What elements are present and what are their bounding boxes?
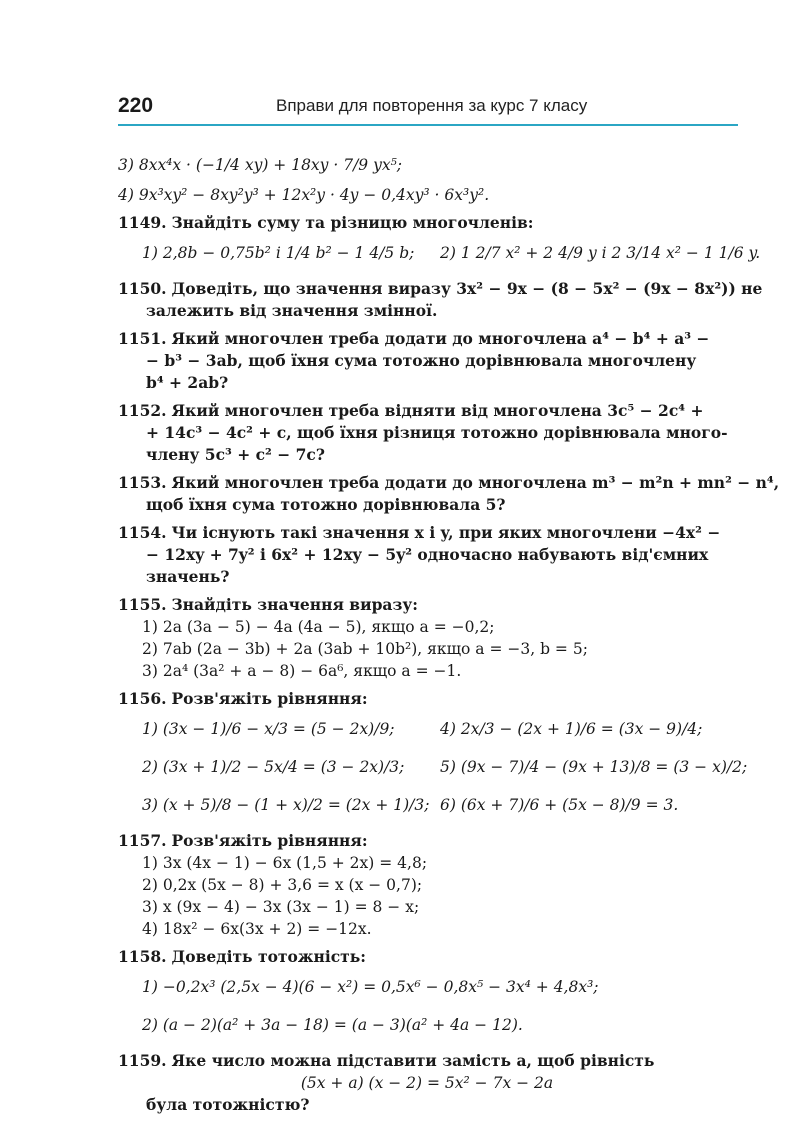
header-rule (118, 124, 738, 126)
equation-item: 3) (x + 5)/8 − (1 + x)/2 = (2x + 1)/3; (142, 796, 430, 814)
exercise-text: Розв'яжіть рівняння: (171, 831, 368, 850)
exercise-text-cont: − b³ − 3ab, щоб їхня сума тотожно дорівнювала многочлену (146, 351, 697, 370)
running-title: Вправи для повторення за курс 7 класу (276, 96, 588, 115)
exercise-text: Знайдіть суму та різницю многочленів: (171, 213, 534, 232)
exercise-number: 1151. (118, 329, 167, 348)
exercise-number: 1153. (118, 473, 167, 492)
exercise-text: Доведіть, що значення виразу 3x² − 9x − (8 − 5x² − (9x − 8x²)) не (171, 279, 763, 298)
identity-item: 1) −0,2x³ (2,5x − 4)(6 − x²) = 0,5x⁶ − 0,8x⁵ − 3x⁴ + 4,8x³; (142, 978, 599, 996)
exercise-1148-item-4: 4) 9x³xy² − 8xy²y³ + 12x²y · 4y − 0,4xy³ · 6x³y². (118, 186, 490, 204)
exercise-number: 1157. (118, 831, 167, 850)
exercise-number: 1149. (118, 213, 167, 232)
exercise-text: Який многочлен треба додати до многочлена m³ − m²n + mn² − n⁴, (171, 473, 780, 492)
equation-item: 2) (3x + 1)/2 − 5x/4 = (3 − 2x)/3; (142, 758, 405, 776)
exercise-text: Розв'яжіть рівняння: (171, 689, 368, 708)
exercise-number: 1159. (118, 1051, 167, 1070)
exercise-number: 1155. (118, 595, 167, 614)
exercise-text: Який многочлен треба відняти від многочлена 3c⁵ − 2c⁴ + (171, 401, 704, 420)
exercise-1156-row-1 (118, 710, 736, 748)
exercise-1149-items (118, 234, 761, 272)
exercise-text-cont: значень? (146, 567, 230, 586)
equation-item: 1) (3x − 1)/6 − x/3 = (5 − 2x)/9; (142, 720, 395, 738)
exercise-1148-item-3: 3) 8xx⁴x · (−1/4 xy) + 18xy · 7/9 yx⁵; (118, 156, 403, 174)
exercise-1153 (118, 472, 780, 494)
exercise-1159 (118, 1050, 736, 1072)
exercise-1152 (118, 400, 736, 422)
page-number: 220 (118, 94, 154, 117)
exercise-number: 1156. (118, 689, 167, 708)
identity-equation: (5x + a) (x − 2) = 5x² − 7x − 2a (300, 1074, 554, 1092)
equation-item: 5) (9x − 7)/4 − (9x + 13)/8 = (3 − x)/2; (440, 758, 748, 776)
exercise-1154 (118, 522, 736, 544)
exercise-text-cont: була тотожністю? (146, 1095, 310, 1114)
equation-item: 6) (6x + 7)/6 + (5x − 8)/9 = 3. (440, 796, 679, 814)
exercise-text-cont: залежить від значення змінної. (146, 301, 438, 320)
equation-item: 4) 18x² − 6x(3x + 2) = −12x. (142, 920, 372, 938)
exercise-1151 (118, 328, 736, 350)
exercise-number: 1152. (118, 401, 167, 420)
exercise-text-cont: b⁴ + 2ab? (146, 373, 229, 392)
equation-item: 1) 3x (4x − 1) − 6x (1,5 + 2x) = 4,8; (142, 854, 428, 872)
exercise-number: 1154. (118, 523, 167, 542)
exercise-1150 (118, 278, 763, 300)
exercise-list (118, 146, 780, 1116)
exercise-item: 2) 1 2/7 x² + 2 4/9 y і 2 3/14 x² − 1 1/6 y. (440, 244, 761, 262)
exercise-text: Знайдіть значення виразу: (171, 595, 418, 614)
exercise-text-cont: щоб їхня сума тотожно дорівнювала 5? (146, 495, 506, 514)
exercise-item: 2) 7ab (2a − 3b) + 2a (3ab + 10b²), якщо a = −3, b = 5; (142, 640, 588, 658)
exercise-text: Яке число можна підставити замість a, щоб рівність (171, 1051, 655, 1070)
page-header (118, 94, 736, 124)
exercise-text: Чи існують такі значення x і y, при яких многочлени −4x² − (171, 523, 721, 542)
exercise-1149-heading (118, 212, 736, 234)
exercise-text: Який многочлен треба додати до многочлена a⁴ − b⁴ + a³ − (171, 329, 710, 348)
exercise-item: 3) 2a⁴ (3a² + a − 8) − 6a⁶, якщо a = −1. (142, 662, 462, 680)
exercise-item: 1) 2a (3a − 5) − 4a (4a − 5), якщо a = −0,2; (142, 618, 495, 636)
identity-item: 2) (a − 2)(a² + 3a − 18) = (a − 3)(a² + 4a − 12). (142, 1016, 523, 1034)
equation-item: 2) 0,2x (5x − 8) + 3,6 = x (x − 0,7); (142, 876, 423, 894)
exercise-1155-heading (118, 594, 736, 616)
exercise-text-cont: − 12xy + 7y² і 6x² + 12xy − 5y² одночасно набувають від'ємних (146, 545, 709, 564)
exercise-1156-row-3 (118, 786, 736, 824)
exercise-text-cont: + 14c³ − 4c² + c, щоб їхня різниця тотожно дорівнювала много- (146, 423, 728, 442)
exercise-text: Доведіть тотожність: (171, 947, 367, 966)
exercise-item: 1) 2,8b − 0,75b² і 1/4 b² − 1 4/5 b; (142, 244, 415, 262)
exercise-text-cont: члену 5c³ + c² − 7c? (146, 445, 325, 464)
equation-item: 4) 2x/3 − (2x + 1)/6 = (3x − 9)/4; (440, 720, 703, 738)
exercise-number: 1150. (118, 279, 167, 298)
exercise-1158-heading (118, 946, 736, 968)
exercise-1156-row-2 (118, 748, 748, 786)
exercise-number: 1158. (118, 947, 167, 966)
exercise-1156-heading (118, 688, 736, 710)
exercise-1157-heading (118, 830, 736, 852)
equation-item: 3) x (9x − 4) − 3x (3x − 1) = 8 − x; (142, 898, 420, 916)
